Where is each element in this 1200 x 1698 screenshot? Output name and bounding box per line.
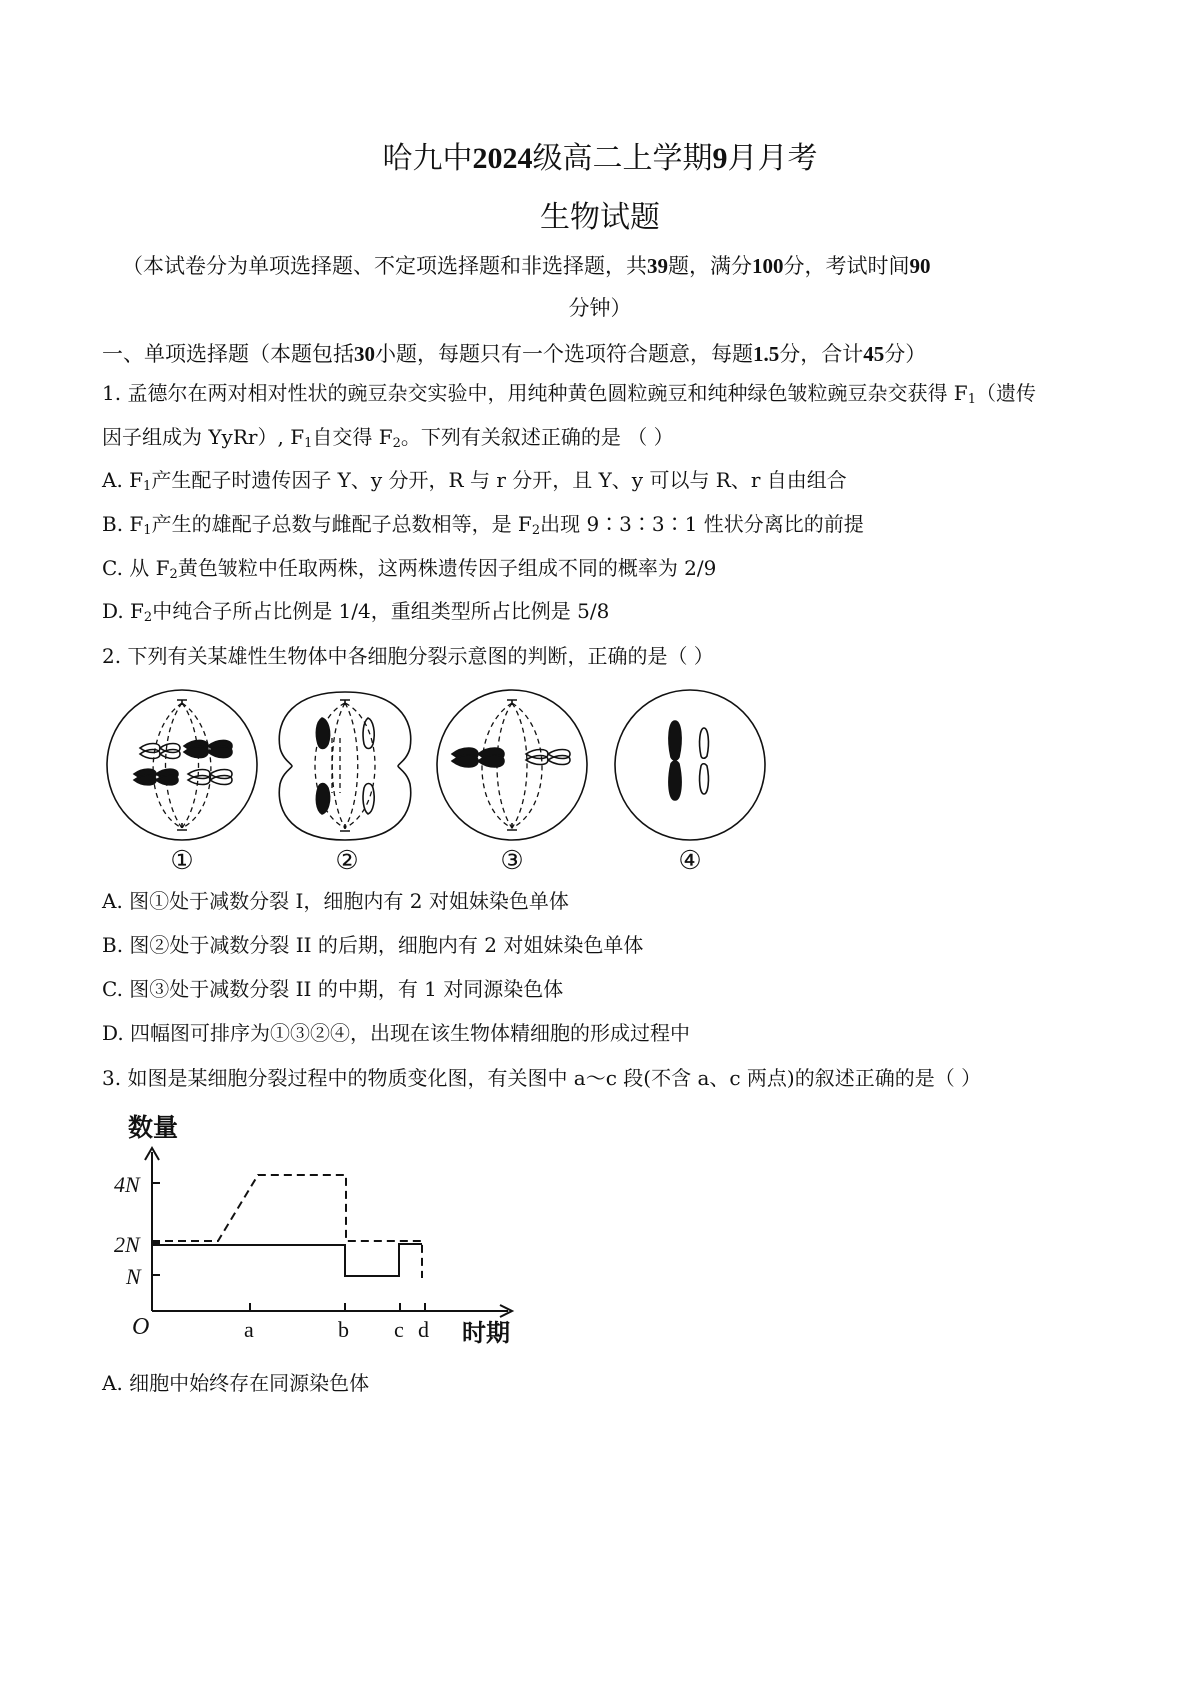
origin-label: O [132,1314,150,1340]
x-tick-d: d [418,1317,429,1342]
q2-stem: 2. 下列有关某雄性生物体中各细胞分裂示意图的判断，正确的是（ ） [102,644,714,668]
exam-title: 哈九中2024级高二上学期9月月考 [382,141,818,176]
exam-subtitle: 生物试题 [540,200,660,235]
q2-option-a: A. 图①处于减数分裂 I，细胞内有 2 对姐妹染色单体 [102,889,569,913]
q1-option-d: D. $F_2$中纯合子所占比例是 1/4，重组类型所占比例是 5/8 [102,599,610,625]
x-axis-label: 时期 [462,1319,510,1347]
y-tick-n: N [126,1264,141,1289]
q2-option-d: D. 四幅图可排序为①③②④，出现在该生物体精细胞的形成过程中 [102,1021,691,1045]
cell-division-figure [100,688,780,878]
q1-option-a: A. $F_1$产生配子时遗传因子 Y、y 分开，R 与 r 分开，且 Y、y 可以与 R、r 自由组合 [102,468,847,494]
exam-intro-line2: 分钟） [568,296,632,320]
y-tick-2n: 2N [114,1232,140,1257]
section-heading: 一、单项选择题（本题包括30小题，每题只有一个选项符合题意，每题1.5分，合计45分） [102,342,927,366]
q2-option-b: B. 图②处于减数分裂 II 的后期，细胞内有 2 对姐妹染色单体 [102,933,644,957]
dashed-series-line [152,1175,422,1278]
q3-stem: 3. 如图是某细胞分裂过程中的物质变化图，有关图中 a～c 段(不含 a、c 两点)的叙述正确的是（ ） [102,1066,982,1090]
y-axis-label: 数量 [128,1113,179,1142]
q2-option-c: C. 图③处于减数分裂 II 的中期，有 1 对同源染色体 [102,977,564,1001]
cell-diagram-2 [279,692,410,840]
cell-diagram-1 [107,690,257,840]
cell-diagram-4 [615,690,765,840]
q1-stem-line1: 1. 孟德尔在两对相对性状的豌豆杂交实验中，用纯种黄色圆粒豌豆和纯种绿色皱粒豌豆杂交获得 $F_1$（遗传 [102,381,1036,407]
cell-label-1: ① [170,846,194,875]
x-tick-a: a [244,1317,254,1342]
x-tick-c: c [394,1317,404,1342]
dna-chromosome-graph [110,1108,530,1353]
x-tick-b: b [338,1317,349,1342]
q1-option-c: C. 从 $F_2$黄色皱粒中任取两株，这两株遗传因子组成不同的概率为 2/9 [102,556,717,582]
cell-diagram-3 [437,690,587,840]
q1-option-b: B. $F_1$产生的雄配子总数与雌配子总数相等，是 $F_2$出现 9∶3∶3∶1 性状分离比的前提 [102,512,864,538]
cell-label-3: ③ [500,846,524,875]
q3-option-a: A. 细胞中始终存在同源染色体 [102,1371,370,1395]
exam-intro-line1: （本试卷分为单项选择题、不定项选择题和非选择题，共39题，满分100分，考试时间90 [122,254,931,278]
q1-stem-line2: 因子组成为 YyRr）, $F_1$自交得 $F_2$。下列有关叙述正确的是 （ ） [102,425,674,451]
solid-series-line [152,1244,422,1276]
cell-label-4: ④ [678,846,702,875]
y-tick-4n: 4N [114,1172,140,1197]
cell-label-2: ② [335,846,359,875]
